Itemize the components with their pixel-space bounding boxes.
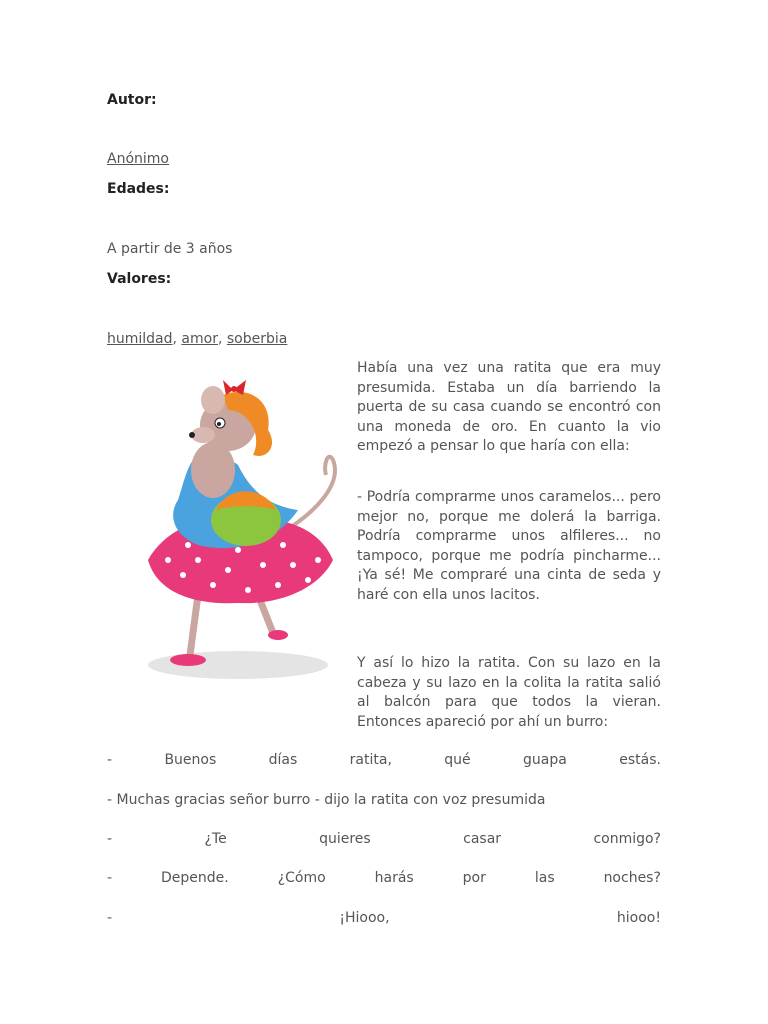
word: - bbox=[107, 831, 113, 847]
word: - bbox=[107, 910, 113, 926]
ratita-illustration bbox=[128, 365, 346, 685]
leg-left bbox=[190, 595, 198, 655]
dialogue-line bbox=[107, 831, 661, 847]
author-value bbox=[107, 151, 169, 167]
word: guapa bbox=[523, 752, 567, 768]
ground-shadow bbox=[148, 651, 328, 679]
word: estás. bbox=[619, 752, 661, 768]
tag-separator: , bbox=[217, 331, 227, 347]
tag-link-humildad[interactable]: humildad bbox=[107, 331, 173, 347]
word: harás bbox=[374, 870, 414, 886]
word: noches? bbox=[603, 870, 661, 886]
word: ratita, bbox=[349, 752, 392, 768]
shoe-right bbox=[268, 630, 288, 640]
word: casar bbox=[463, 831, 502, 847]
ear bbox=[201, 386, 225, 414]
word: - bbox=[107, 870, 113, 886]
tag-separator: , bbox=[172, 331, 182, 347]
dialogue-line bbox=[107, 752, 661, 768]
word: Depende. bbox=[161, 870, 229, 886]
ages-value: A partir de 3 años bbox=[107, 241, 233, 257]
word: ¿Cómo bbox=[277, 870, 326, 886]
tag-link-amor[interactable]: amor bbox=[181, 331, 218, 347]
word: Buenos bbox=[164, 752, 217, 768]
word: por bbox=[462, 870, 486, 886]
values-label: Valores: bbox=[107, 271, 172, 287]
word: quieres bbox=[319, 831, 371, 847]
story-paragraph-2: - Podría comprarme unos caramelos... pero mejor no, porque me dolerá la barriga. Podría comprarme unos alfileres... no tampoco, porque me podría pincharme... ¡Ya sé! Me compraré una cinta de seda y haré con ella unos lacitos. bbox=[357, 489, 661, 603]
shoe-left bbox=[170, 654, 206, 666]
author-label: Autor: bbox=[107, 92, 157, 108]
author-link[interactable]: Anónimo bbox=[107, 151, 169, 167]
ages-label: Edades: bbox=[107, 181, 170, 197]
word: días bbox=[268, 752, 298, 768]
word: conmigo? bbox=[593, 831, 661, 847]
word: las bbox=[534, 870, 555, 886]
word: qué bbox=[444, 752, 471, 768]
story-paragraph-1: Había una vez una ratita que era muy presumida. Estaba un día barriendo la puerta de su casa cuando se encontró con una moneda de oro. En cuanto la vio empezó a pensar lo que haría con ella: bbox=[357, 360, 661, 454]
nose bbox=[189, 432, 195, 438]
tag-link-soberbia[interactable]: soberbia bbox=[226, 331, 288, 347]
word: ¡Hiooo, bbox=[339, 910, 390, 926]
word: hiooo! bbox=[616, 910, 661, 926]
story-paragraph-3: Y así lo hizo la ratita. Con su lazo en la cabeza y su lazo en la colita la ratita salió al balcón para que todos la vieran. Entonces apareció por ahí un burro: bbox=[357, 655, 661, 730]
dialogue-line bbox=[107, 870, 661, 886]
word: ¿Te bbox=[204, 831, 227, 847]
word: - bbox=[107, 752, 113, 768]
values-tags bbox=[107, 331, 287, 347]
dialogue-line bbox=[107, 910, 661, 926]
dialogue-text: - Muchas gracias señor burro - dijo la ratita con voz presumida bbox=[107, 792, 546, 808]
dialogue-line bbox=[107, 792, 661, 808]
